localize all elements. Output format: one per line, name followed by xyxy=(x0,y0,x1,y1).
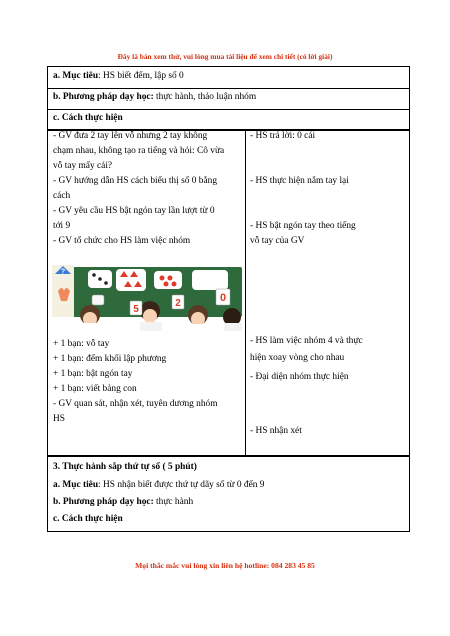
activity-table xyxy=(47,130,410,456)
teacher-line: chạm nhau, không tạo ra tiếng và hỏi: Cô vừa xyxy=(53,146,225,156)
student-line: vỗ tay của GV xyxy=(250,236,305,246)
dots-card xyxy=(154,271,182,289)
practice-method-text: thực hành xyxy=(153,497,194,507)
objective-row xyxy=(53,70,184,82)
practice-objective-row xyxy=(53,479,264,491)
practice-procedure-row xyxy=(53,513,123,525)
triangle-card xyxy=(116,269,146,291)
teacher-column xyxy=(53,129,240,249)
teacher-line: + 1 bạn: bật ngón tay xyxy=(53,369,133,379)
hand-card xyxy=(92,295,104,305)
procedure-row xyxy=(53,112,123,124)
method-label: b. Phương pháp dạy học: xyxy=(53,92,154,102)
hotline-notice: Mọi thắc mắc vui lòng xin liên hệ hotline: 084 283 45 85 xyxy=(135,561,315,570)
teacher-line: vỗ tay mấy cái? xyxy=(53,161,113,171)
practice-title-row xyxy=(53,461,197,473)
practice-objective-text: : HS nhận biết được thứ tự dãy số từ 0 đến 9 xyxy=(98,480,265,490)
teacher-line: - GV tổ chức cho HS làm việc nhóm xyxy=(53,236,191,246)
teacher-line: - GV đưa 2 tay lên vỗ nhưng 2 tay không xyxy=(53,131,208,141)
student-line: - HS nhận xét xyxy=(250,426,302,436)
blank-card xyxy=(192,270,228,290)
objective-section xyxy=(47,66,410,130)
svg-text:2: 2 xyxy=(175,298,181,309)
practice-method-label: b. Phương pháp dạy học: xyxy=(53,497,154,507)
practice-objective-label: a. Mục tiêu xyxy=(53,480,99,490)
svg-text:5: 5 xyxy=(133,304,139,315)
practice-title: 3. Thực hành sắp thứ tự số ( 5 phút) xyxy=(53,462,197,472)
teacher-line: HS xyxy=(53,414,65,424)
teacher-line: + 1 bạn: vỗ tay xyxy=(53,339,110,349)
teacher-line: tới 9 xyxy=(53,221,71,231)
method-row xyxy=(53,91,256,103)
student-line: - HS thực hiện nắm tay lại xyxy=(250,176,349,186)
practice-section xyxy=(47,456,410,532)
teacher-line: + 1 bạn: đếm khối lập phương xyxy=(53,354,167,364)
teacher-column-continued xyxy=(53,337,240,427)
objective-label: a. Mục tiêu xyxy=(53,71,99,81)
student-line: hiện xoay vòng cho nhau xyxy=(250,353,345,363)
teacher-line: + 1 bạn: viết bảng con xyxy=(53,384,137,394)
svg-text:0: 0 xyxy=(219,292,227,304)
student-line: - HS làm việc nhóm 4 và thực xyxy=(250,336,363,346)
teacher-line: - GV quan sát, nhận xét, tuyên dương nhóm xyxy=(53,399,218,409)
objective-text: : HS biết đếm, lập số 0 xyxy=(98,71,184,81)
preview-notice: Đây là bản xem thử, vui lòng mua tài liệu để xem chi tiết (có lời giải) xyxy=(117,52,333,61)
procedure-label: c. Cách thực hiện xyxy=(53,113,123,123)
student-line: - HS bật ngón tay theo tiếng xyxy=(250,221,356,231)
method-text: thực hành, thảo luận nhóm xyxy=(153,92,257,102)
teacher-line: cách xyxy=(53,191,71,201)
sign-question: ? xyxy=(60,268,66,276)
student-line: - Đại diện nhóm thực hiện xyxy=(250,372,349,382)
practice-procedure-label: c. Cách thực hiện xyxy=(53,514,123,524)
classroom-illustration xyxy=(52,265,242,331)
student-line: - HS trả lời: 0 cái xyxy=(250,131,316,141)
teacher-line: - GV yêu cầu HS bật ngón tay lần lượt từ 0 xyxy=(53,206,215,216)
practice-method-row xyxy=(53,496,193,508)
teacher-line: - GV hướng dẫn HS cách biểu thị số 0 bằng xyxy=(53,176,218,186)
